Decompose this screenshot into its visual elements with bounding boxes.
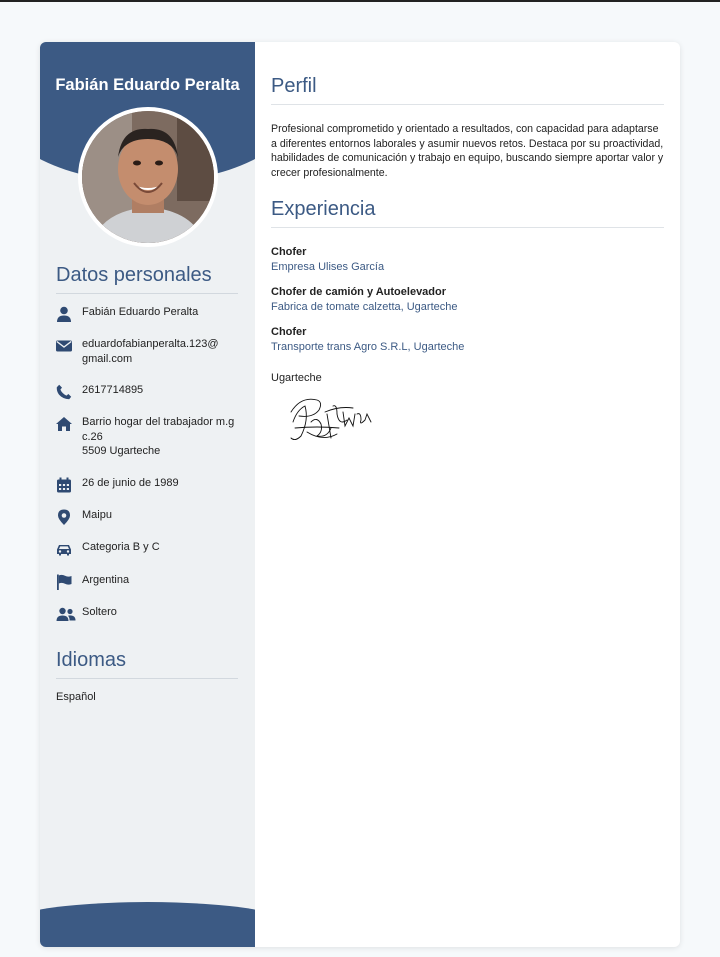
calendar-icon (56, 476, 82, 493)
list-item (56, 337, 246, 366)
car-icon (56, 540, 82, 557)
sidebar (40, 42, 255, 947)
job-role: Chofer (271, 246, 307, 258)
city-value: Maipu (82, 509, 112, 521)
list-item (56, 540, 246, 557)
list-item (56, 383, 246, 400)
country-value: Argentina (82, 574, 130, 586)
list-item (56, 508, 246, 525)
user-icon (56, 305, 82, 322)
marital-status-value: Soltero (82, 606, 117, 618)
candidate-name: Fabián Eduardo Peralta (55, 76, 240, 94)
personal-data-title: Datos personales (56, 264, 238, 294)
profile-title: Perfil (271, 75, 664, 105)
list-item (56, 415, 246, 459)
job-company: Fabrica de tomate calzetta, Ugarteche (271, 301, 458, 313)
job-entry (271, 285, 664, 315)
job-company: Transporte trans Agro S.R.L, Ugarteche (271, 341, 465, 353)
address-value: Barrio hogar del trabajador m.g c.26 5509 Ugarteche (82, 416, 235, 457)
languages-title: Idiomas (56, 649, 238, 679)
envelope-icon (56, 337, 82, 366)
resume-card (40, 42, 680, 947)
experience-title: Experiencia (271, 198, 664, 228)
job-role: Chofer de camión y Autoelevador (271, 286, 447, 298)
users-icon (56, 605, 82, 622)
phone-value: 2617714895 (82, 384, 144, 396)
list-item (56, 476, 246, 493)
signature (287, 392, 383, 448)
signature-place: Ugarteche (271, 372, 322, 384)
list-item (56, 573, 246, 590)
flag-icon (56, 573, 82, 590)
top-border (0, 0, 720, 2)
email-value: eduardofabianperalta.123@ gmail.com (82, 338, 219, 365)
birthdate-value: 26 de junio de 1989 (82, 477, 179, 489)
job-entry (271, 325, 664, 355)
profile-text: Profesional comprometido y orientado a resultados, con capacidad para adaptarse a diferentes entornos laborales y asumir nuevos retos. Destaca por su proactividad, habilidades de comunicación y trabajo en equipo, buscando siempre aportar valor y crecer profesionalmente. (271, 123, 664, 179)
list-item (56, 605, 246, 622)
home-icon (56, 415, 82, 459)
job-company: Empresa Ulises García (271, 261, 385, 273)
profile-photo (78, 107, 218, 247)
job-role: Chofer (271, 326, 307, 338)
language-value: Español (56, 691, 96, 703)
list-item (56, 305, 246, 322)
license-value: Categoria B y C (82, 541, 160, 553)
full-name-value: Fabián Eduardo Peralta (82, 306, 199, 318)
phone-icon (56, 383, 82, 400)
map-marker-icon (56, 508, 82, 525)
job-entry (271, 245, 664, 275)
sidebar-footer-bg (40, 902, 255, 947)
